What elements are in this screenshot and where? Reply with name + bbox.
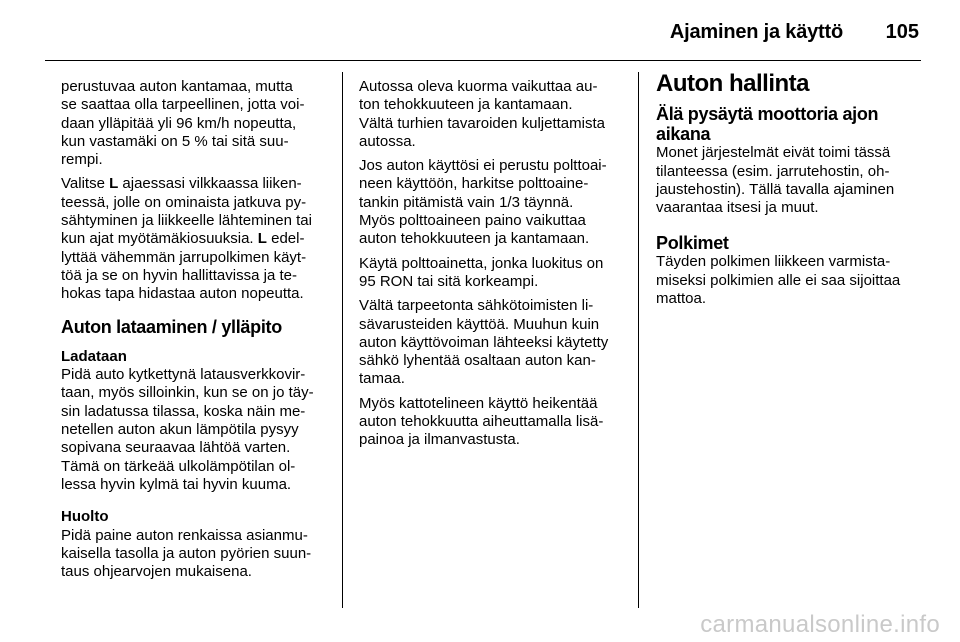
text-line: Valitse L ajaessasi vilkkaassa liiken-	[61, 175, 302, 193]
text-line: ton tehokkuuteen ja kantamaan.	[359, 96, 573, 114]
heading-line: Älä pysäytä moottoria ajon	[656, 104, 879, 125]
subheading-pedals: Polkimet	[656, 233, 729, 254]
text-line: Myös polttoaineen paino vaikuttaa	[359, 212, 586, 230]
column-2	[359, 78, 627, 456]
text-line: Käytä polttoainetta, jonka luokitus on	[359, 254, 604, 272]
text-line: Tämä on tärkeää ulkolämpötilan ol-	[61, 457, 296, 475]
text-line: sähtyminen ja liikkeelle lähteminen tai	[61, 212, 312, 230]
text-line: auton tehokkuuteen ja kantamaan.	[359, 230, 590, 248]
text-line: hokas tapa hidastaa auton nopeutta.	[61, 285, 304, 303]
text-line: teessä, jolle on ominaista jatkuva py-	[61, 193, 307, 211]
text-line: kun ajat myötämäkiosuuksia. L edel-	[61, 230, 305, 248]
text-line: Myös kattotelineen käyttö heikentää	[359, 394, 598, 412]
text-line: Vältä tarpeetonta sähkötoimisten li-	[359, 297, 594, 315]
text-line: jaustehostin). Tällä tavalla ajaminen	[656, 180, 895, 198]
section-heading-vehicle-control: Auton hallinta	[656, 70, 809, 97]
text-line: autossa.	[359, 132, 416, 150]
text-line: sähkö lyhentää osaltaan auton kan-	[359, 352, 596, 370]
col2-paragraph-2	[359, 157, 627, 248]
watermark: carmanualsonline.info	[700, 611, 940, 638]
charging-paragraph	[61, 348, 329, 494]
text-line: mattoa.	[656, 290, 707, 308]
heading-line: aikana	[656, 124, 711, 145]
text-line: miseksi polkimien alle ei saa sijoittaa	[656, 271, 901, 289]
text-line: auton käyttövoiman lähteeksi käytetty	[359, 333, 609, 351]
text-line: sävarusteiden käyttöä. Muuhun kuin	[359, 315, 600, 333]
engine-paragraph	[656, 144, 924, 217]
column-divider-1	[342, 72, 343, 608]
col1-paragraph-1	[61, 78, 329, 169]
text-line: netellen auton akun lämpötila pysyy	[61, 421, 299, 439]
text-line: daan ylläpitää yli 96 km/h nopeutta,	[61, 114, 297, 132]
column-divider-2	[638, 72, 639, 608]
text-line: tamaa.	[359, 370, 405, 388]
col2-paragraph-4	[359, 297, 627, 388]
text-line: rempi.	[61, 151, 103, 169]
header-rule	[45, 60, 921, 61]
text-line: tilanteessa (esim. jarrutehostin, oh-	[656, 162, 890, 180]
gear-l-label: L	[257, 230, 267, 248]
col2-paragraph-1	[359, 78, 627, 151]
text-line: sopivana seuraavaa lähtöä varten.	[61, 439, 291, 457]
text-line: taan, myös silloinkin, kun se on jo täy-	[61, 384, 314, 402]
text-line: sin ladatussa tilassa, koska näin me-	[61, 402, 306, 420]
column-3	[656, 70, 924, 314]
service-paragraph	[61, 508, 329, 581]
text-line: Autossa oleva kuorma vaikuttaa au-	[359, 78, 598, 95]
text-line: se saattaa olla tarpeellinen, jotta voi-	[61, 96, 305, 114]
text-line: lyttää vähemmän jarrupolkimen käyt-	[61, 248, 307, 266]
text-line: kun vastamäki on 5 % tai sitä suu-	[61, 132, 289, 150]
text-line: Pidä auto kytkettynä latausverkkovir-	[61, 366, 306, 384]
text-line: Vältä turhien tavaroiden kuljettamista	[359, 114, 605, 132]
text-line: Täyden polkimen liikkeen varmista-	[656, 253, 891, 271]
text-line: lessa hyvin kylmä tai hyvin kuuma.	[61, 475, 292, 493]
col1-paragraph-2	[61, 175, 329, 303]
text-line: neen käyttöön, harkitse polttoaine-	[359, 175, 589, 193]
text-line: taus ohjearvojen mukaisena.	[61, 563, 252, 581]
col2-paragraph-3	[359, 255, 627, 292]
text-line: 95 RON tai sitä korkeampi.	[359, 272, 539, 290]
subheading-do-not-stop-engine	[656, 104, 924, 144]
text-line: perustuvaa auton kantamaa, mutta	[61, 78, 293, 95]
gear-l-label: L	[109, 175, 119, 193]
col2-paragraph-5	[359, 395, 627, 450]
section-heading-charging-maintenance: Auton lataaminen / ylläpito	[61, 316, 282, 337]
text-line: tankin pitämistä vain 1/3 täynnä.	[359, 193, 574, 211]
text-line: vaarantaa itsesi ja muut.	[656, 199, 819, 217]
text-line: auton tehokkuutta aiheuttamalla lisä-	[359, 413, 604, 431]
pedals-paragraph	[656, 253, 924, 308]
page-number: 105	[885, 21, 919, 43]
page-header-title: Ajaminen ja käyttö	[669, 21, 843, 43]
text-line: Jos auton käyttösi ei perustu polttoai-	[359, 157, 607, 175]
text-line: töä ja se on hyvin hallittavissa ja te-	[61, 266, 297, 284]
charging-subheading: Ladataan	[61, 347, 127, 365]
text-line: Monet järjestelmät eivät toimi tässä	[656, 144, 891, 162]
text-line: painoa ja ilmanvastusta.	[359, 431, 520, 449]
service-subheading: Huolto	[61, 508, 109, 526]
column-1	[61, 78, 329, 587]
text-line: Pidä paine auton renkaissa asianmu-	[61, 526, 308, 544]
text-line: kaisella tasolla ja auton pyörien suun-	[61, 544, 312, 562]
